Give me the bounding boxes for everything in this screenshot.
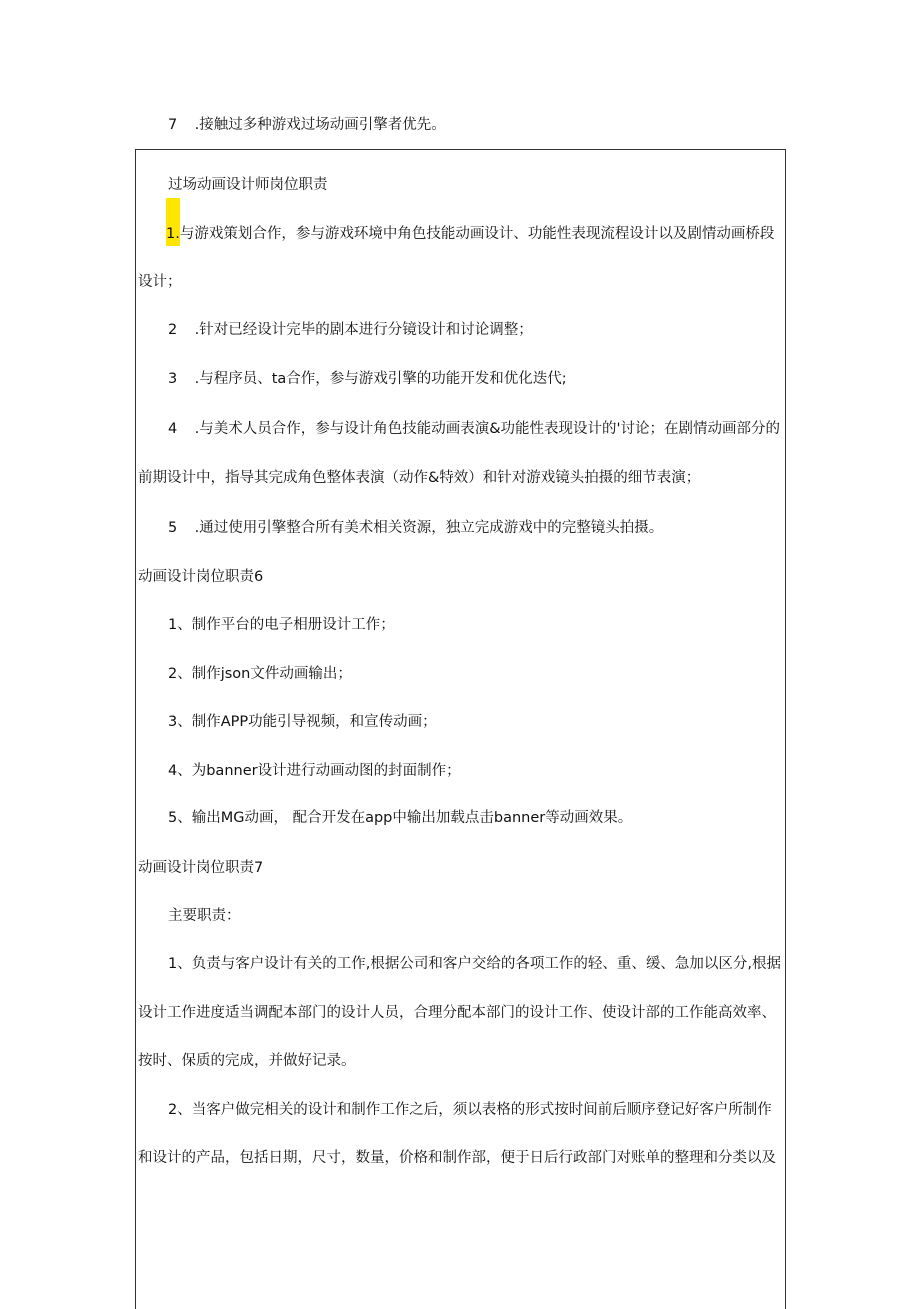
text-line: 5、输出MG动画， 配合开发在app中输出加载点击banner等动画效果。: [168, 810, 633, 826]
text-line: 设计工作进度适当调配本部门的设计人员，合理分配本部门的设计工作、使设计部的工作能高效率、: [138, 1005, 776, 1021]
text-line: 4、为banner设计进行动画动图的封面制作；: [168, 763, 461, 779]
text-line: 设计；: [138, 274, 182, 290]
text-line: 2、当客户做完相关的设计和制作工作之后，须以表格的形式按时间前后顺序登记好客户所制作: [168, 1102, 772, 1118]
text-line: 前期设计中，指导其完成角色整体表演（动作&特效）和针对游戏镜头拍摄的细节表演；: [138, 470, 701, 486]
text-line: 1、制作平台的电子相册设计工作；: [168, 617, 395, 633]
section-title: 动画设计岗位职责7: [138, 860, 264, 876]
text-line: 3、制作APP功能引导视频，和宣传动画；: [168, 714, 437, 730]
text-line: 7 .接触过多种游戏过场动画引擎者优先。: [168, 117, 446, 133]
text-line: 1.与游戏策划合作，参与游戏环境中角色技能动画设计、功能性表现流程设计以及剧情动画桥段: [166, 226, 775, 242]
text-line: 按时、保质的完成，并做好记录。: [138, 1053, 356, 1069]
text-line: 1、负责与客户设计有关的工作,根据公司和客户交给的各项工作的轻、重、缓、急加以区分,根据: [168, 956, 781, 972]
text-line: 2 .针对已经设计完毕的剧本进行分镜设计和讨论调整；: [168, 322, 533, 338]
text-line: 2、制作json文件动画输出；: [168, 666, 352, 682]
text-line: 4 .与美术人员合作，参与设计角色技能动画表演&功能性表现设计的'讨论；在剧情动画部分的: [168, 421, 781, 437]
text-line: 主要职责：: [168, 908, 241, 924]
section-title: 过场动画设计师岗位职责: [168, 177, 328, 193]
section-title: 动画设计岗位职责6: [138, 569, 264, 585]
text-line: 3 .与程序员、ta合作，参与游戏引擎的功能开发和优化迭代;: [168, 371, 567, 387]
text-line: 5 .通过使用引擎整合所有美术相关资源，独立完成游戏中的完整镜头拍摄。: [168, 520, 664, 536]
text-line: 和设计的产品，包括日期，尺寸，数量，价格和制作部，便于日后行政部门对账单的整理和分类以及: [138, 1150, 776, 1166]
